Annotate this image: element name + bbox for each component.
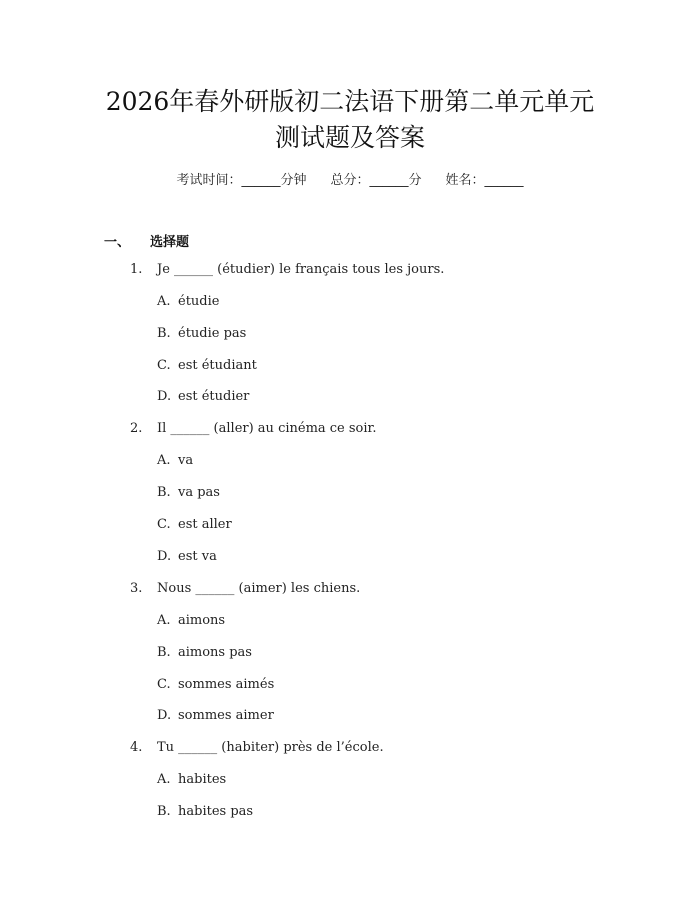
question-number: 4.	[130, 740, 143, 755]
option-letter: C.	[157, 517, 171, 532]
question-text: Nous ______ (aimer) les chiens.	[157, 581, 361, 596]
option-letter: B.	[157, 485, 171, 500]
option-letter: D.	[157, 389, 172, 404]
option-text: étudie	[178, 294, 220, 309]
option-text: va	[178, 453, 194, 468]
option-2d	[157, 549, 217, 564]
option-3a	[157, 613, 225, 628]
option-text: étudie pas	[178, 326, 247, 341]
student-name-field: 姓名：______	[445, 173, 524, 188]
option-text: habites	[178, 772, 227, 787]
option-text: est aller	[178, 517, 232, 532]
option-1d	[157, 389, 249, 404]
question-number: 3.	[130, 581, 143, 596]
option-3b	[157, 645, 252, 660]
option-text: est étudier	[178, 389, 250, 404]
question-number: 2.	[130, 421, 143, 436]
option-1b	[157, 326, 246, 341]
option-text: sommes aimés	[178, 677, 275, 692]
section-number: 一、	[104, 235, 131, 250]
question-1	[130, 262, 444, 277]
exam-meta	[0, 169, 700, 188]
question-number: 1.	[130, 262, 143, 277]
exam-time-field: 考试时间：______分钟	[176, 173, 307, 188]
page-title-line-2: 测试题及答案	[274, 123, 425, 152]
option-letter: A.	[157, 772, 171, 787]
question-2	[130, 421, 376, 436]
total-score-field: 总分：______分	[330, 173, 422, 188]
option-letter: D.	[157, 549, 172, 564]
page-title-line-1: 2026年春外研版初二法语下册第二单元单元	[105, 87, 595, 116]
option-1c	[157, 358, 257, 373]
option-text: est étudiant	[178, 358, 257, 373]
option-4b	[157, 804, 253, 819]
option-text: aimons	[178, 613, 226, 628]
option-1a	[157, 294, 219, 309]
option-text: va pas	[178, 485, 220, 500]
question-text: Tu ______ (habiter) près de l’école.	[157, 740, 384, 755]
option-2b	[157, 485, 220, 500]
question-4	[130, 740, 384, 755]
option-letter: A.	[157, 613, 171, 628]
question-text: Je ______ (étudier) le français tous les jours.	[157, 262, 445, 277]
option-text: habites pas	[178, 804, 254, 819]
option-letter: A.	[157, 294, 171, 309]
option-2a	[157, 453, 193, 468]
question-3	[130, 581, 360, 596]
option-letter: B.	[157, 645, 171, 660]
option-text: aimons pas	[178, 645, 252, 660]
option-4a	[157, 772, 226, 787]
question-text: Il ______ (aller) au cinéma ce soir.	[157, 421, 377, 436]
option-letter: C.	[157, 677, 171, 692]
option-letter: B.	[157, 326, 171, 341]
option-text: est va	[178, 549, 217, 564]
option-text: sommes aimer	[178, 708, 274, 723]
section-label: 选择题	[150, 235, 190, 250]
option-letter: A.	[157, 453, 171, 468]
option-3d	[157, 708, 274, 723]
option-letter: D.	[157, 708, 172, 723]
section-heading	[104, 231, 189, 250]
option-2c	[157, 517, 232, 532]
option-letter: C.	[157, 358, 171, 373]
option-3c	[157, 677, 274, 692]
option-letter: B.	[157, 804, 171, 819]
